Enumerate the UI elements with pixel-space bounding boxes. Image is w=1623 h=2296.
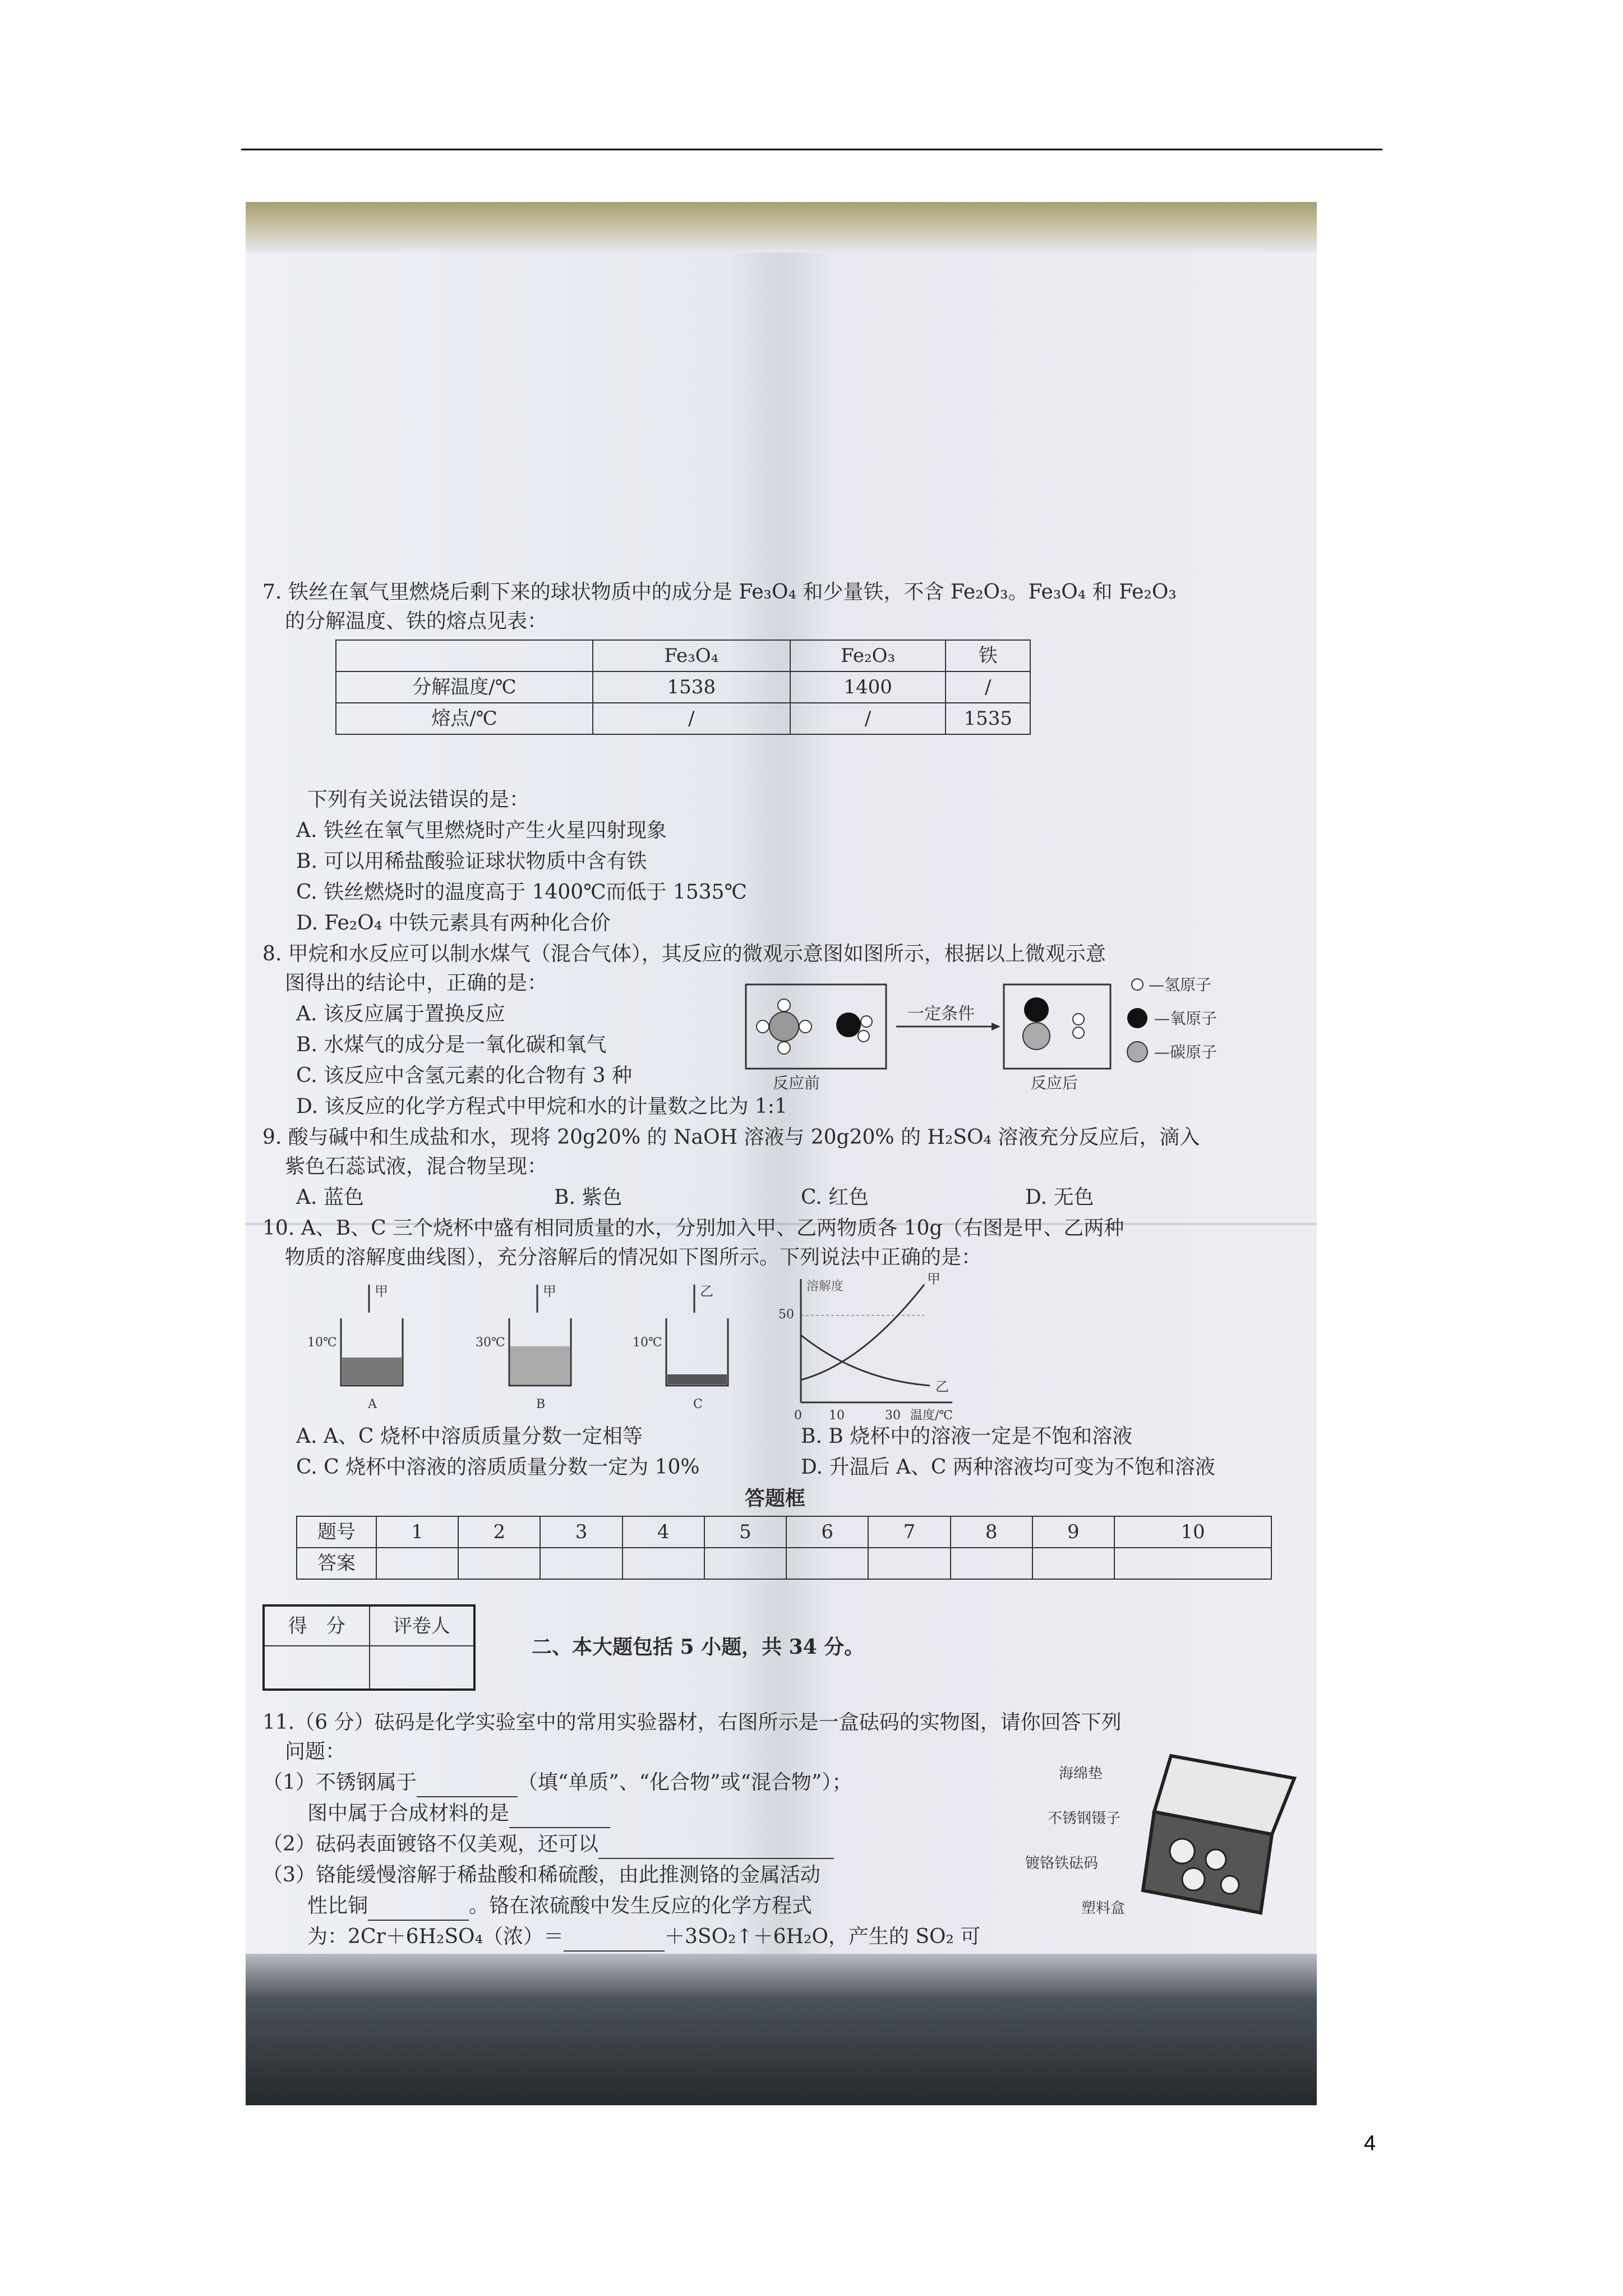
q7-cell: 1538 bbox=[593, 671, 790, 703]
q9-option-c: C. 红色 bbox=[801, 1186, 869, 1209]
answer-number: 5 bbox=[704, 1516, 786, 1548]
legend-oxygen-label: —氧原子 bbox=[1154, 1009, 1218, 1028]
q7-th-3: 铁 bbox=[946, 640, 1030, 671]
beaker-a-temp: 10℃ bbox=[307, 1336, 337, 1350]
curve-jia bbox=[801, 1285, 924, 1380]
score-cell[interactable] bbox=[264, 1646, 370, 1690]
q8-option-b: B. 水煤气的成分是一氧化碳和氧气 bbox=[296, 1033, 607, 1056]
q11-p3d: 为：2Cr＋6H₂SO₄（浓）＝ bbox=[307, 1925, 564, 1948]
answer-number: 4 bbox=[623, 1516, 704, 1548]
oxygen-atom bbox=[836, 1013, 861, 1037]
answer-cell[interactable] bbox=[376, 1548, 458, 1579]
q7-cell: / bbox=[946, 671, 1030, 703]
q10-option-b: B. B 烧杯中的溶液一定是不饱和溶液 bbox=[801, 1425, 1133, 1448]
q11-part2 bbox=[262, 1830, 834, 1859]
oxygen-atom bbox=[1024, 997, 1049, 1022]
x-tick: 10 bbox=[829, 1409, 845, 1423]
legend-carbon bbox=[1127, 1042, 1147, 1062]
answer-box-title: 答题框 bbox=[745, 1487, 806, 1510]
after-label: 反应后 bbox=[1031, 1074, 1078, 1092]
weight bbox=[1221, 1876, 1239, 1894]
q10-stem-line1: 10. A、B、C 三个烧杯中盛有相同质量的水，分别加入甲、乙两物质各 10g（右图是甲、乙两种 bbox=[262, 1217, 1124, 1240]
arrow-head bbox=[992, 1023, 1000, 1030]
label-tweezers: 不锈钢镊子 bbox=[1048, 1810, 1121, 1827]
q7-option-c: C. 铁丝燃烧时的温度高于 1400℃而低于 1535℃ bbox=[296, 881, 747, 904]
score-box bbox=[262, 1604, 476, 1691]
q8-option-c: C. 该反应中含氢元素的化合物有 3 种 bbox=[296, 1064, 632, 1087]
q8-stem-line1: 8. 甲烷和水反应可以制水煤气（混合气体），其反应的微观示意图如图所示，根据以上微观示意 bbox=[262, 942, 1106, 965]
q9-stem-line1: 9. 酸与碱中和生成盐和水，现将 20g20% 的 NaOH 溶液与 20g20% 的 H₂SO₄ 溶液充分反应后，滴入 bbox=[262, 1126, 1200, 1149]
beaker-a-substance: 甲 bbox=[375, 1283, 388, 1299]
answer-cell[interactable] bbox=[623, 1548, 704, 1579]
q11-blank-4[interactable] bbox=[368, 1899, 469, 1921]
beaker-b-solution bbox=[510, 1346, 570, 1384]
q8-stem-line2: 图得出的结论中，正确的是： bbox=[285, 972, 548, 995]
answer-cell[interactable] bbox=[1032, 1548, 1114, 1579]
q8-option-d: D. 该反应的化学方程式中甲烷和水的计量数之比为 1:1 bbox=[296, 1095, 787, 1118]
curve-yi bbox=[801, 1335, 930, 1386]
before-label: 反应前 bbox=[773, 1074, 820, 1092]
q10-option-a: A. A、C 烧杯中溶质质量分数一定相等 bbox=[296, 1425, 643, 1448]
q7-cell: 分解温度/℃ bbox=[336, 671, 593, 703]
solubility-graph bbox=[778, 1271, 953, 1423]
q11-blank-1[interactable] bbox=[417, 1776, 518, 1797]
hydrogen-atom bbox=[1073, 1027, 1084, 1038]
q9-option-d: D. 无色 bbox=[1025, 1186, 1094, 1209]
graph-y50: 50 bbox=[778, 1308, 794, 1322]
q11-p3b: 性比铜 bbox=[307, 1894, 368, 1917]
beaker-b-substance: 甲 bbox=[543, 1283, 556, 1299]
answer-number: 10 bbox=[1114, 1516, 1271, 1548]
beaker-c-substance: 乙 bbox=[700, 1283, 713, 1299]
q11-stem-line1: 11.（6 分）砝码是化学实验室中的常用实验器材，右图所示是一盒砝码的实物图，请你回答下列 bbox=[262, 1711, 1122, 1734]
hydrogen-atom bbox=[861, 1016, 872, 1027]
hydrogen-atom bbox=[858, 1030, 869, 1042]
q10-option-c: C. C 烧杯中溶液的溶质质量分数一定为 10% bbox=[296, 1456, 700, 1479]
hydrogen-atom bbox=[799, 1020, 811, 1033]
q9-option-a: A. 蓝色 bbox=[296, 1186, 364, 1209]
beaker-b-label: B bbox=[536, 1397, 546, 1411]
photo-top-edge bbox=[246, 202, 1317, 252]
hydrogen-atom bbox=[778, 1042, 790, 1054]
beaker-b-temp: 30℃ bbox=[476, 1336, 505, 1350]
weight-box-image bbox=[1025, 1745, 1306, 1930]
legend-oxygen bbox=[1127, 1008, 1147, 1028]
q10-figure bbox=[296, 1273, 1249, 1430]
answer-row-label: 答案 bbox=[297, 1548, 376, 1579]
beaker-c-solid bbox=[667, 1374, 727, 1384]
q11-stem-line2: 问题： bbox=[285, 1740, 346, 1763]
graph-ylabel: 溶解度 bbox=[806, 1280, 844, 1294]
curve-yi-label: 乙 bbox=[935, 1379, 949, 1395]
beaker-a bbox=[307, 1283, 403, 1411]
q7-cell: / bbox=[790, 703, 946, 734]
q10-stem-line2: 物质的溶解度曲线图），充分溶解后的情况如下图所示。下列说法中正确的是： bbox=[285, 1246, 982, 1269]
q8-reaction-diagram bbox=[745, 973, 1294, 1091]
q11-p1c: 图中属于合成材料的是 bbox=[307, 1802, 510, 1825]
q11-blank-5[interactable] bbox=[564, 1930, 665, 1952]
graph-xlabel: 温度/℃ bbox=[910, 1409, 953, 1423]
answer-cell[interactable] bbox=[951, 1548, 1032, 1579]
beaker-a-label: A bbox=[368, 1397, 377, 1411]
grader-label: 评卷人 bbox=[370, 1605, 474, 1646]
answer-cell[interactable] bbox=[704, 1548, 786, 1579]
answer-number: 1 bbox=[376, 1516, 458, 1548]
weight bbox=[1206, 1849, 1226, 1870]
q7-th-2: Fe₂O₃ bbox=[790, 640, 946, 671]
q7-th-0 bbox=[336, 640, 593, 671]
q7-question: 下列有关说法错误的是： bbox=[307, 788, 530, 811]
legend-hydrogen-label: —氢原子 bbox=[1149, 976, 1212, 994]
carbon-atom bbox=[1023, 1023, 1050, 1050]
answer-cell[interactable] bbox=[458, 1548, 540, 1579]
q11-part3-line3 bbox=[307, 1922, 980, 1952]
beaker-a-solid bbox=[342, 1358, 402, 1384]
hydrogen-atom bbox=[778, 999, 790, 1011]
hydrogen-atom bbox=[757, 1020, 769, 1033]
q9-option-b: B. 紫色 bbox=[554, 1186, 623, 1209]
q10-option-d: D. 升温后 A、C 两种溶液均可变为不饱和溶液 bbox=[801, 1456, 1215, 1479]
exam-photo bbox=[246, 202, 1317, 2105]
score-label: 得 分 bbox=[264, 1605, 370, 1646]
section2-title: 二、本大题包括 5 小题，共 34 分。 bbox=[532, 1635, 865, 1659]
q11-p2a: （2）砝码表面镀铬不仅美观，还可以 bbox=[262, 1833, 598, 1856]
answer-cell[interactable] bbox=[868, 1548, 950, 1579]
answer-number: 8 bbox=[951, 1516, 1032, 1548]
page-number: 4 bbox=[1364, 2132, 1376, 2155]
weight bbox=[1182, 1868, 1205, 1890]
answer-cell[interactable] bbox=[540, 1548, 622, 1579]
q7-option-d: D. Fe₂O₄ 中铁元素具有两种化合价 bbox=[296, 912, 611, 935]
x-tick: 30 bbox=[885, 1409, 901, 1423]
answer-number: 2 bbox=[458, 1516, 540, 1548]
label-plastic-box: 塑料盒 bbox=[1081, 1900, 1126, 1917]
answer-row-label: 题号 bbox=[297, 1516, 376, 1548]
hydrogen-atom bbox=[1073, 1014, 1084, 1025]
legend-carbon-label: —碳原子 bbox=[1154, 1043, 1218, 1061]
q7-cell: 熔点/℃ bbox=[336, 703, 593, 734]
answer-box-table bbox=[296, 1516, 1272, 1580]
answer-number: 7 bbox=[868, 1516, 950, 1548]
q11-part1-line2 bbox=[307, 1799, 610, 1828]
q7-cell: / bbox=[593, 703, 790, 734]
q11-blank-3[interactable] bbox=[598, 1838, 834, 1859]
x-tick: 0 bbox=[794, 1409, 802, 1423]
answer-number: 3 bbox=[540, 1516, 622, 1548]
label-sponge: 海绵垫 bbox=[1059, 1765, 1103, 1782]
answer-number: 6 bbox=[786, 1516, 868, 1548]
q11-p1b: （填“单质”、“化合物”或“混合物”）； bbox=[517, 1771, 852, 1794]
beaker-c-label: C bbox=[693, 1397, 703, 1411]
q11-p1a: （1）不锈钢属于 bbox=[262, 1771, 417, 1794]
q7-option-a: A. 铁丝在氧气里燃烧时产生火星四射现象 bbox=[296, 819, 667, 842]
q7-cell: 1535 bbox=[946, 703, 1030, 734]
q11-part3-line2 bbox=[307, 1892, 812, 1921]
curve-jia-label: 甲 bbox=[927, 1271, 940, 1287]
q7-table bbox=[335, 639, 1031, 735]
carbon-atom bbox=[769, 1012, 799, 1041]
q7-cell: 1400 bbox=[790, 671, 946, 703]
beaker-b bbox=[476, 1283, 571, 1411]
q7-option-b: B. 可以用稀盐酸验证球状物质中含有铁 bbox=[296, 850, 647, 873]
after-box bbox=[1004, 984, 1110, 1069]
q7-stem-line2: 的分解温度、铁的熔点见表： bbox=[285, 610, 548, 633]
q11-blank-2[interactable] bbox=[509, 1807, 610, 1828]
q11-p3c: 。铬在浓硫酸中发生反应的化学方程式 bbox=[469, 1894, 813, 1917]
q7-stem-line1: 7. 铁丝在氧气里燃烧后剩下来的球状物质中的成分是 Fe₃O₄ 和少量铁，不含 Fe₂O₃。Fe₃O₄ 和 Fe₂O₃ bbox=[262, 581, 1177, 604]
q11-part3: （3）铬能缓慢溶解于稀盐酸和稀硫酸，由此推测铬的金属活动 bbox=[262, 1864, 820, 1887]
q9-stem-line2: 紫色石蕊试液，混合物呈现： bbox=[285, 1155, 548, 1178]
q7-th-1: Fe₃O₄ bbox=[593, 640, 790, 671]
q11-p3e: ＋3SO₂↑＋6H₂O，产生的 SO₂ 可 bbox=[665, 1925, 981, 1948]
condition-label: 一定条件 bbox=[907, 1004, 975, 1024]
q11-part1 bbox=[262, 1768, 852, 1797]
q8-option-a: A. 该反应属于置换反应 bbox=[296, 1002, 505, 1025]
weight bbox=[1170, 1839, 1195, 1864]
answer-cell[interactable] bbox=[786, 1548, 868, 1579]
legend-hydrogen bbox=[1132, 979, 1143, 990]
answer-number: 9 bbox=[1032, 1516, 1114, 1548]
photo-bottom-edge bbox=[246, 1954, 1317, 2105]
answer-cell[interactable] bbox=[1114, 1548, 1271, 1579]
grader-cell[interactable] bbox=[370, 1646, 474, 1690]
header-rule bbox=[241, 149, 1382, 150]
beaker-c-temp: 10℃ bbox=[633, 1336, 662, 1350]
beaker-c bbox=[633, 1283, 728, 1411]
label-weights: 镀铬铁砝码 bbox=[1025, 1855, 1099, 1872]
